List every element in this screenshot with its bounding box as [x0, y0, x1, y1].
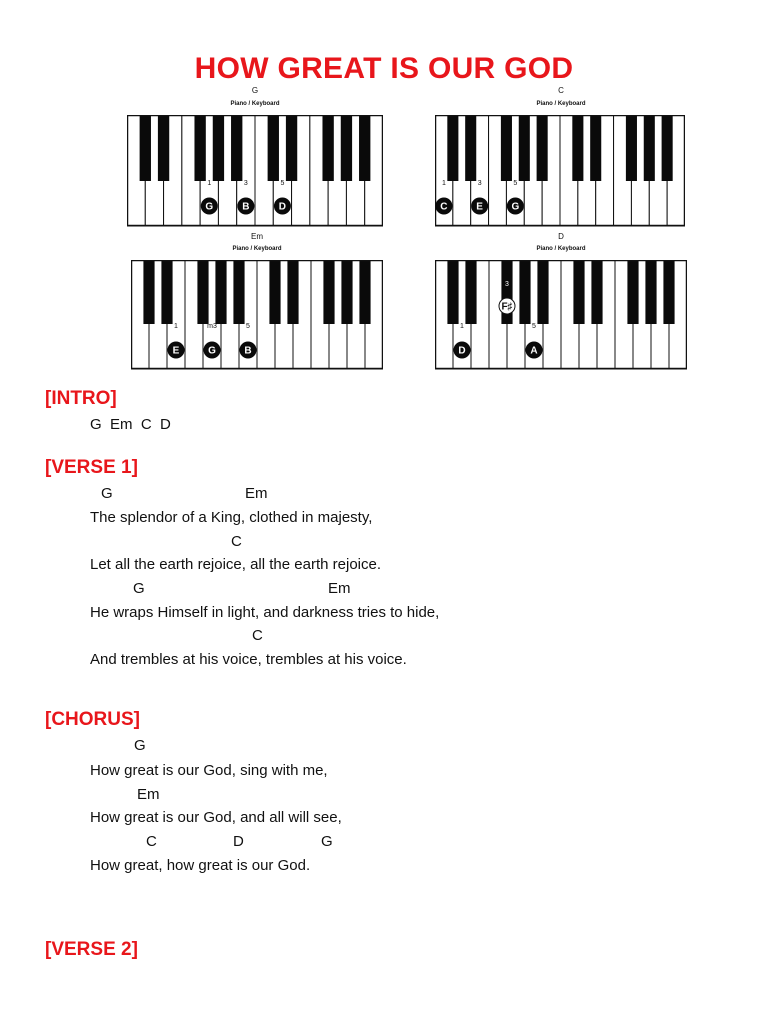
finger-number: 5 [513, 180, 518, 187]
black-key [662, 115, 673, 181]
note-label: C [440, 201, 448, 213]
chord-label: G [321, 833, 333, 850]
black-key [591, 260, 602, 324]
chord-label: G [134, 737, 146, 754]
note-label: E [476, 201, 483, 213]
chord-diagram-subtitle: Piano / Keyboard [232, 246, 282, 252]
black-key [341, 115, 352, 181]
chord-label: D [233, 833, 244, 850]
section-heading-verse2: [VERSE 2] [45, 939, 138, 960]
note-label: E [172, 345, 180, 357]
black-key [519, 115, 530, 181]
black-key [231, 115, 242, 181]
finger-number: 5 [246, 323, 250, 330]
keyboard-diagram [435, 260, 687, 370]
note-label: A [530, 345, 538, 357]
black-key [644, 115, 655, 181]
note-label: B [242, 201, 250, 213]
finger-number: 1 [460, 323, 464, 330]
black-key [268, 115, 279, 181]
keyboard-diagram [127, 115, 383, 227]
black-key [537, 115, 548, 181]
note-label: F♯ [501, 301, 513, 313]
note-label: G [205, 201, 214, 213]
finger-number: 1 [207, 180, 212, 187]
black-key [537, 260, 548, 324]
black-key [215, 260, 226, 324]
black-key [465, 115, 476, 181]
chord-label: Em [328, 580, 351, 597]
black-key [269, 260, 280, 324]
section-heading-intro: [INTRO] [45, 388, 117, 409]
chord-diagram-name: G [251, 86, 259, 95]
finger-number: 1 [441, 180, 446, 187]
black-key [572, 115, 583, 181]
black-key [323, 260, 334, 324]
finger-number: 5 [280, 180, 285, 187]
black-key [359, 260, 370, 324]
black-key [573, 260, 584, 324]
finger-number: 1 [174, 323, 178, 330]
lyric-line: He wraps Himself in light, and darkness tries to hide, [90, 604, 440, 621]
chord-label: C [252, 627, 263, 644]
chord-label: C [231, 533, 242, 550]
chord-diagram-em [131, 230, 383, 372]
finger-number: 3 [243, 180, 248, 187]
chord-diagram-subtitle: Piano / Keyboard [536, 246, 586, 252]
chord-label: C [146, 833, 157, 850]
section-heading-verse1: [VERSE 1] [45, 457, 138, 478]
chord-label: G [101, 485, 113, 502]
black-key [341, 260, 352, 324]
chord-diagram-subtitle: Piano / Keyboard [230, 101, 280, 107]
finger-number: 3 [505, 281, 509, 288]
note-label: D [278, 201, 287, 213]
chord-diagram-name: C [558, 86, 564, 95]
black-key [465, 260, 476, 324]
black-key [359, 115, 370, 181]
chord-diagram-name: D [558, 232, 564, 241]
note-label: B [244, 345, 252, 357]
intro-chords: G Em C D [90, 416, 171, 433]
lyric-line: The splendor of a King, clothed in majesty, [90, 509, 373, 526]
black-key [140, 115, 151, 181]
black-key [287, 260, 298, 324]
lyric-line: Let all the earth rejoice, all the earth rejoice. [90, 556, 381, 573]
black-key [663, 260, 674, 324]
chord-label: Em [137, 786, 160, 803]
black-key [590, 115, 601, 181]
black-key [286, 115, 297, 181]
lyric-line: How great is our God, sing with me, [90, 762, 328, 779]
chord-diagram-d [435, 230, 687, 372]
note-label: G [511, 201, 520, 213]
black-key [161, 260, 172, 324]
song-title: HOW GREAT IS OUR GOD [194, 52, 574, 85]
note-label: G [208, 345, 216, 357]
black-key [197, 260, 208, 324]
black-key [501, 115, 512, 181]
black-key [158, 115, 169, 181]
black-key [447, 115, 458, 181]
section-heading-chorus: [CHORUS] [45, 709, 140, 730]
note-label: D [458, 345, 466, 357]
black-key [143, 260, 154, 324]
black-key [519, 260, 530, 324]
black-key [322, 115, 333, 181]
chord-label: Em [245, 485, 268, 502]
black-key [447, 260, 458, 324]
finger-number: m3 [207, 323, 217, 330]
chord-diagram-g [127, 85, 383, 230]
keyboard-diagram [435, 115, 685, 227]
chord-diagram-subtitle: Piano / Keyboard [536, 101, 586, 107]
chord-label: G [133, 580, 145, 597]
chord-diagram-c [435, 85, 687, 230]
black-key [645, 260, 656, 324]
lyric-line: How great, how great is our God. [90, 857, 311, 874]
black-key [627, 260, 638, 324]
black-key [233, 260, 244, 324]
black-key [213, 115, 224, 181]
finger-number: 3 [477, 180, 482, 187]
lyric-line: And trembles at his voice, trembles at his voice. [90, 651, 407, 668]
black-key [626, 115, 637, 181]
lyric-line: How great is our God, and all will see, [90, 809, 342, 826]
finger-number: 5 [532, 323, 536, 330]
black-key [194, 115, 205, 181]
chord-diagram-name: Em [251, 232, 263, 241]
keyboard-diagram [131, 260, 383, 370]
